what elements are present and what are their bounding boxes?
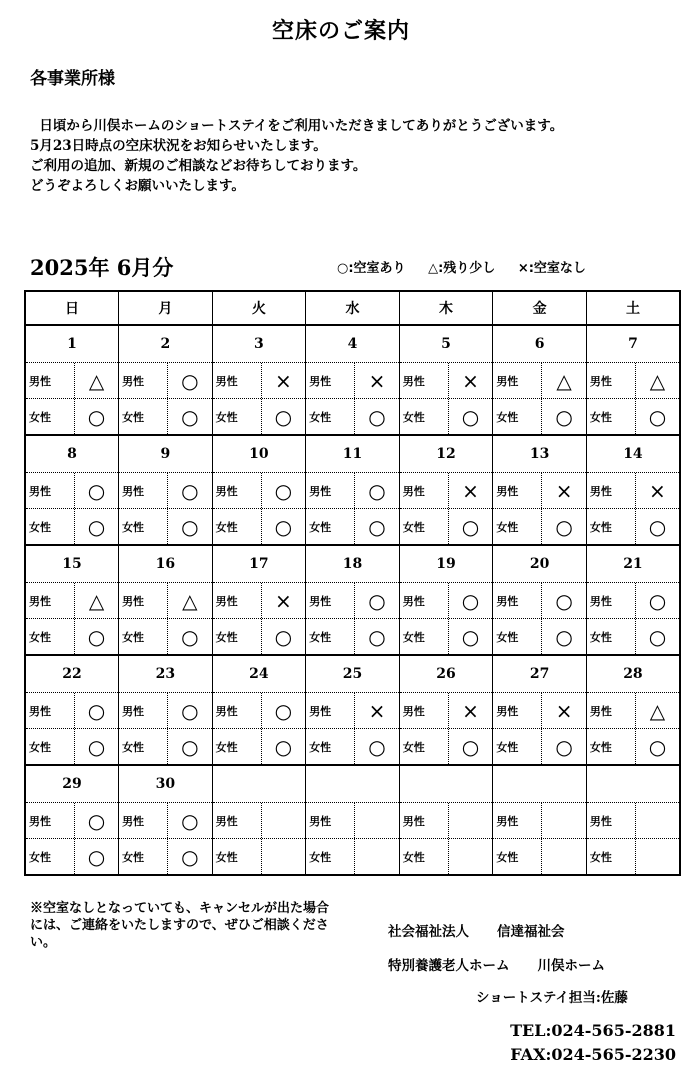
availability-cell	[586, 363, 680, 399]
male-label: 男性	[493, 473, 542, 508]
male-label: 男性	[587, 583, 636, 618]
female-row	[25, 509, 680, 546]
male-label: 男性	[400, 583, 449, 618]
male-status	[355, 803, 399, 838]
female-status: ○	[368, 624, 386, 649]
availability-cell	[119, 509, 213, 546]
date-cell: 15	[25, 545, 119, 583]
legend-few-left: △:残り少し	[428, 261, 496, 276]
availability-cell	[119, 473, 213, 509]
legend	[337, 257, 604, 276]
date-row	[25, 765, 680, 803]
date-cell: 14	[586, 435, 680, 473]
availability-cell	[25, 399, 119, 436]
female-status: ○	[87, 734, 106, 759]
availability-cell	[119, 693, 213, 729]
date-cell: 26	[399, 655, 493, 693]
female-label: 女性	[119, 509, 168, 544]
female-label: 女性	[587, 729, 636, 764]
availability-cell	[306, 509, 400, 546]
female-status: ○	[648, 404, 667, 429]
female-status: ○	[274, 514, 293, 539]
availability-cell	[212, 839, 306, 876]
intro-text	[30, 116, 670, 196]
availability-cell	[586, 509, 680, 546]
female-label: 女性	[493, 839, 542, 874]
male-status: △	[88, 368, 105, 393]
female-label: 女性	[306, 399, 355, 434]
male-status: ○	[461, 588, 480, 613]
male-status: ○	[181, 808, 199, 833]
weekday-header: 日	[25, 291, 119, 325]
availability-cell	[586, 729, 680, 766]
date-cell: 30	[119, 765, 213, 803]
female-label: 女性	[213, 509, 262, 544]
date-cell	[493, 765, 587, 803]
male-label: 男性	[26, 473, 75, 508]
male-label: 男性	[119, 473, 168, 508]
male-label: 男性	[400, 803, 449, 838]
male-status: ○	[368, 588, 386, 613]
female-label: 女性	[587, 619, 636, 654]
male-status: ×	[368, 368, 386, 393]
availability-cell	[25, 473, 119, 509]
availability-cell	[586, 619, 680, 656]
female-label: 女性	[493, 399, 542, 434]
date-cell: 28	[586, 655, 680, 693]
female-label: 女性	[119, 729, 168, 764]
availability-cell	[212, 363, 306, 399]
male-status: ○	[181, 478, 199, 503]
female-status	[449, 839, 493, 874]
addressee: 各事業所様	[30, 69, 115, 89]
female-status: ○	[274, 404, 293, 429]
facility-name: 川俣ホーム	[537, 958, 605, 974]
male-row	[25, 583, 680, 619]
availability-cell	[212, 583, 306, 619]
availability-cell	[119, 729, 213, 766]
female-status: ○	[87, 514, 106, 539]
male-status: △	[649, 368, 666, 393]
male-status: ○	[555, 588, 573, 613]
intro-line: ご利用の追加、新規のご相談などお待ちしております。	[30, 158, 367, 174]
availability-cell	[25, 583, 119, 619]
availability-cell	[119, 619, 213, 656]
availability-cell	[306, 399, 400, 436]
date-cell: 5	[399, 325, 493, 363]
male-label: 男性	[213, 803, 262, 838]
female-status: ○	[461, 514, 480, 539]
availability-cell	[306, 729, 400, 766]
female-status: ○	[181, 514, 199, 539]
availability-cell	[25, 509, 119, 546]
male-label: 男性	[306, 473, 355, 508]
intro-line: 5月23日時点の空床状況をお知らせいたします。	[30, 138, 327, 154]
male-status: ×	[555, 698, 573, 723]
female-status: ○	[461, 624, 480, 649]
male-status: ○	[274, 478, 293, 503]
female-status: ○	[181, 844, 199, 869]
female-status: ○	[555, 404, 573, 429]
male-status: ×	[462, 368, 479, 393]
availability-cell	[586, 693, 680, 729]
availability-cell	[399, 473, 493, 509]
availability-cell	[493, 729, 587, 766]
female-status: ○	[648, 734, 667, 759]
weekday-header: 月	[119, 291, 213, 325]
availability-cell	[119, 803, 213, 839]
female-label: 女性	[587, 509, 636, 544]
availability-cell	[119, 583, 213, 619]
male-status: △	[182, 588, 198, 613]
female-status	[355, 839, 399, 874]
male-label: 男性	[119, 693, 168, 728]
female-status: ○	[648, 624, 667, 649]
male-status: ×	[462, 698, 479, 723]
date-cell: 29	[25, 765, 119, 803]
male-label: 男性	[306, 583, 355, 618]
availability-cell	[493, 473, 587, 509]
availability-cell	[399, 583, 493, 619]
availability-cell	[399, 619, 493, 656]
female-label: 女性	[119, 619, 168, 654]
availability-cell	[586, 583, 680, 619]
male-label: 男性	[119, 363, 168, 398]
availability-cell	[399, 803, 493, 839]
availability-cell	[586, 473, 680, 509]
availability-cell	[25, 693, 119, 729]
date-row	[25, 435, 680, 473]
female-row	[25, 399, 680, 436]
date-cell: 12	[399, 435, 493, 473]
male-status: ○	[181, 698, 199, 723]
availability-cell	[25, 729, 119, 766]
date-cell: 3	[212, 325, 306, 363]
date-cell: 16	[119, 545, 213, 583]
male-label: 男性	[400, 693, 449, 728]
availability-cell	[586, 399, 680, 436]
male-label: 男性	[26, 803, 75, 838]
female-status: ○	[461, 734, 480, 759]
male-row	[25, 473, 680, 509]
female-label: 女性	[493, 509, 542, 544]
availability-cell	[399, 693, 493, 729]
page-title: 空床のご案内	[271, 18, 410, 44]
male-status: ○	[181, 368, 199, 393]
availability-cell	[493, 583, 587, 619]
female-status: ○	[555, 514, 573, 539]
date-cell: 17	[212, 545, 306, 583]
female-status	[262, 839, 306, 874]
male-label: 男性	[213, 363, 262, 398]
female-label: 女性	[306, 729, 355, 764]
female-label: 女性	[26, 619, 75, 654]
date-cell: 13	[493, 435, 587, 473]
availability-cell	[493, 363, 587, 399]
male-label: 男性	[493, 583, 542, 618]
female-status: ○	[368, 514, 386, 539]
availability-cell	[212, 399, 306, 436]
female-label: 女性	[213, 839, 262, 874]
female-label: 女性	[119, 399, 168, 434]
female-label: 女性	[306, 619, 355, 654]
male-label: 男性	[587, 803, 636, 838]
facility	[388, 954, 633, 974]
female-label: 女性	[587, 839, 636, 874]
availability-cell	[212, 803, 306, 839]
female-row	[25, 729, 680, 766]
date-cell: 27	[493, 655, 587, 693]
male-label: 男性	[493, 803, 542, 838]
male-status: ○	[87, 478, 106, 503]
availability-cell	[399, 509, 493, 546]
legend-full: ×:空室なし	[517, 261, 586, 276]
male-label: 男性	[119, 803, 168, 838]
date-cell: 8	[25, 435, 119, 473]
female-label: 女性	[26, 509, 75, 544]
male-label: 男性	[587, 693, 636, 728]
male-label: 男性	[306, 363, 355, 398]
male-status: ×	[555, 478, 573, 503]
date-cell: 2	[119, 325, 213, 363]
date-cell: 9	[119, 435, 213, 473]
female-label: 女性	[306, 839, 355, 874]
availability-cell	[586, 803, 680, 839]
male-status: △	[649, 698, 666, 723]
date-row	[25, 325, 680, 363]
male-label: 男性	[587, 363, 636, 398]
male-row	[25, 693, 680, 729]
date-cell: 10	[212, 435, 306, 473]
female-label: 女性	[26, 399, 75, 434]
male-label: 男性	[493, 363, 542, 398]
female-status: ○	[87, 844, 106, 869]
availability-cell	[493, 619, 587, 656]
availability-cell	[25, 839, 119, 876]
male-status: ○	[274, 698, 293, 723]
male-status: ○	[87, 808, 106, 833]
male-label: 男性	[400, 363, 449, 398]
weekday-header-row	[25, 291, 680, 325]
availability-cell	[493, 803, 587, 839]
female-label: 女性	[587, 399, 636, 434]
weekday-header: 水	[306, 291, 400, 325]
female-status	[542, 839, 586, 874]
male-label: 男性	[26, 363, 75, 398]
intro-line: どうぞよろしくお願いいたします。	[30, 178, 245, 194]
availability-cell	[119, 839, 213, 876]
availability-cell	[493, 509, 587, 546]
female-status: ○	[87, 404, 106, 429]
male-label: 男性	[119, 583, 168, 618]
date-cell: 25	[306, 655, 400, 693]
male-label: 男性	[213, 473, 262, 508]
availability-cell	[212, 693, 306, 729]
female-status: ○	[555, 624, 573, 649]
availability-cell	[25, 619, 119, 656]
female-status: ○	[181, 734, 199, 759]
female-label: 女性	[400, 399, 449, 434]
availability-cell	[399, 839, 493, 876]
date-cell: 24	[212, 655, 306, 693]
availability-cell	[212, 509, 306, 546]
female-label: 女性	[400, 509, 449, 544]
female-status: ○	[648, 514, 667, 539]
date-cell	[586, 765, 680, 803]
male-status: △	[556, 368, 572, 393]
date-cell: 7	[586, 325, 680, 363]
date-cell: 20	[493, 545, 587, 583]
female-label: 女性	[306, 509, 355, 544]
calendar-body	[25, 325, 680, 875]
date-cell	[212, 765, 306, 803]
male-status: ○	[87, 698, 106, 723]
contact-person: ショートステイ担当:佐藤	[476, 990, 628, 1006]
weekday-header: 木	[399, 291, 493, 325]
female-label: 女性	[119, 839, 168, 874]
male-row	[25, 803, 680, 839]
corporation	[388, 920, 593, 940]
female-status: ○	[368, 734, 386, 759]
female-label: 女性	[26, 729, 75, 764]
date-cell	[399, 765, 493, 803]
availability-cell	[306, 363, 400, 399]
female-label: 女性	[26, 839, 75, 874]
female-status: ○	[274, 624, 293, 649]
date-cell: 4	[306, 325, 400, 363]
female-status: ○	[181, 404, 199, 429]
male-label: 男性	[306, 803, 355, 838]
availability-cell	[399, 729, 493, 766]
availability-cell	[25, 363, 119, 399]
male-status: △	[88, 588, 105, 613]
female-label: 女性	[213, 619, 262, 654]
female-label: 女性	[400, 839, 449, 874]
facility-type: 特別養護老人ホーム	[388, 958, 510, 974]
availability-cell	[306, 583, 400, 619]
date-cell: 18	[306, 545, 400, 583]
female-label: 女性	[400, 729, 449, 764]
male-status: ×	[462, 478, 479, 503]
male-status	[449, 803, 493, 838]
date-cell	[306, 765, 400, 803]
availability-cell	[306, 839, 400, 876]
availability-cell	[119, 363, 213, 399]
female-status: ○	[368, 404, 386, 429]
male-label: 男性	[306, 693, 355, 728]
weekday-header: 土	[586, 291, 680, 325]
date-row	[25, 655, 680, 693]
cancellation-note: ※空室なしとなっていても、キャンセルが出た場合には、ご連絡をいたしますので、ぜひご相談ください。	[30, 901, 330, 950]
female-status: ○	[181, 624, 199, 649]
male-status	[542, 803, 586, 838]
availability-cell	[493, 399, 587, 436]
availability-cell	[306, 619, 400, 656]
availability-calendar	[24, 290, 681, 876]
availability-cell	[212, 619, 306, 656]
weekday-header: 火	[212, 291, 306, 325]
male-status: ○	[648, 588, 667, 613]
female-status: ○	[555, 734, 573, 759]
male-label: 男性	[213, 583, 262, 618]
female-label: 女性	[400, 619, 449, 654]
male-status	[262, 803, 306, 838]
availability-cell	[212, 473, 306, 509]
availability-cell	[306, 693, 400, 729]
female-status: ○	[87, 624, 106, 649]
female-row	[25, 619, 680, 656]
female-label: 女性	[213, 399, 262, 434]
availability-cell	[212, 729, 306, 766]
corporation-type: 社会福祉法人	[388, 924, 469, 940]
intro-line: 日頃から川俣ホームのショートステイをご利用いただきましてありがとうございます。	[30, 118, 564, 134]
female-row	[25, 839, 680, 876]
female-label: 女性	[213, 729, 262, 764]
date-cell: 11	[306, 435, 400, 473]
availability-cell	[306, 473, 400, 509]
male-status	[636, 803, 679, 838]
male-row	[25, 363, 680, 399]
availability-cell	[119, 399, 213, 436]
date-cell: 1	[25, 325, 119, 363]
female-label: 女性	[493, 619, 542, 654]
male-label: 男性	[26, 693, 75, 728]
male-status: ×	[649, 478, 666, 503]
female-label: 女性	[493, 729, 542, 764]
tel-number: TEL:024-565-2881	[510, 1021, 676, 1040]
weekday-header: 金	[493, 291, 587, 325]
male-status: ○	[368, 478, 386, 503]
availability-cell	[493, 693, 587, 729]
male-label: 男性	[26, 583, 75, 618]
availability-cell	[306, 803, 400, 839]
female-status: ○	[461, 404, 480, 429]
date-row	[25, 545, 680, 583]
availability-cell	[586, 839, 680, 876]
availability-cell	[25, 803, 119, 839]
date-cell: 23	[119, 655, 213, 693]
male-label: 男性	[493, 693, 542, 728]
availability-cell	[399, 399, 493, 436]
month-heading: 2025年 6月分	[30, 255, 174, 280]
male-label: 男性	[587, 473, 636, 508]
legend-available: ○:空室あり	[337, 261, 406, 276]
availability-cell	[399, 363, 493, 399]
date-cell: 22	[25, 655, 119, 693]
date-cell: 19	[399, 545, 493, 583]
male-status: ×	[368, 698, 386, 723]
male-label: 男性	[400, 473, 449, 508]
corporation-name: 信達福祉会	[497, 924, 565, 940]
availability-cell	[493, 839, 587, 876]
female-status	[636, 839, 679, 874]
date-cell: 21	[586, 545, 680, 583]
fax-number: FAX:024-565-2230	[510, 1045, 676, 1064]
male-status: ×	[275, 588, 292, 613]
male-status: ×	[275, 368, 292, 393]
male-label: 男性	[213, 693, 262, 728]
date-cell: 6	[493, 325, 587, 363]
female-status: ○	[274, 734, 293, 759]
